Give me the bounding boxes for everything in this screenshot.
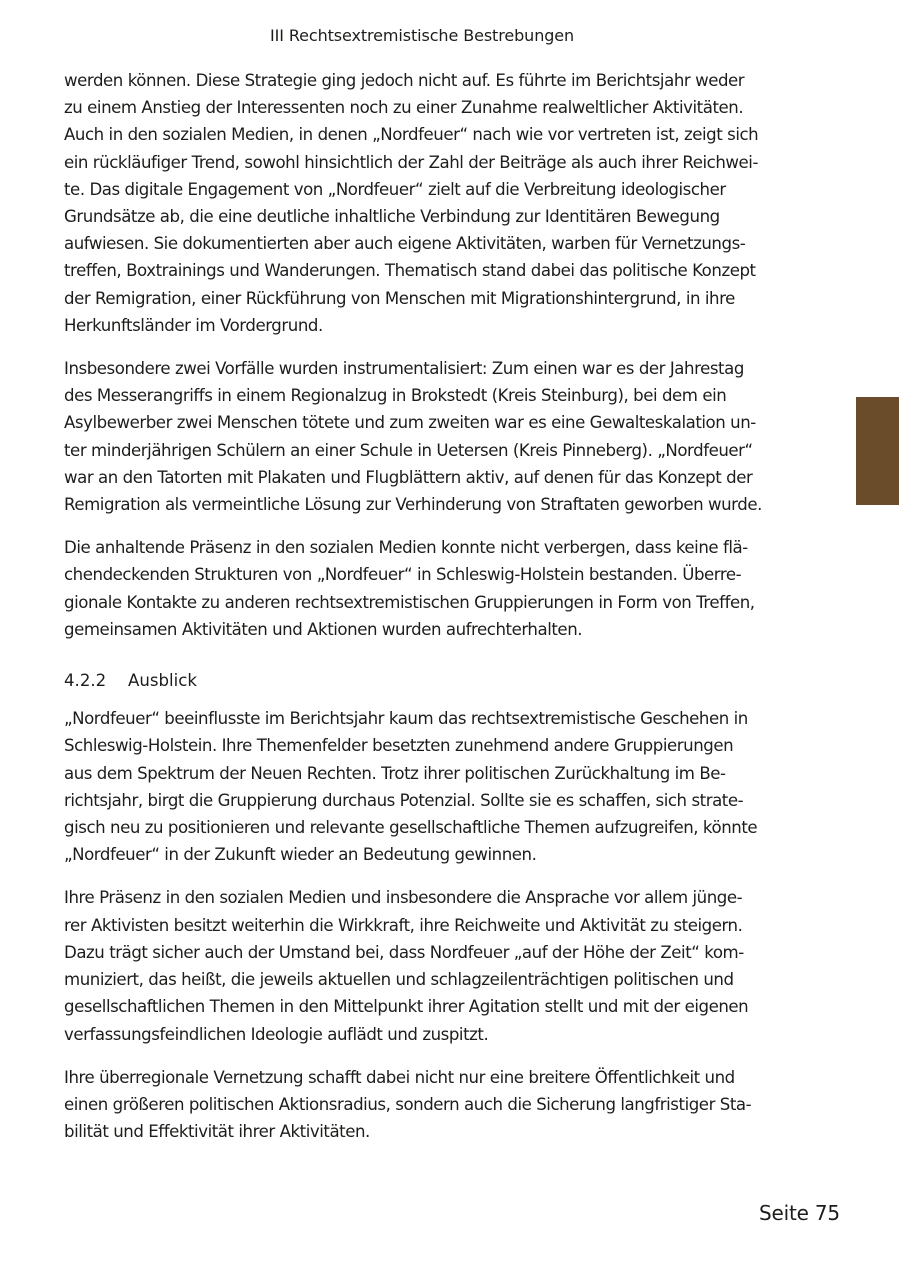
text-line: Asylbewerber zwei Menschen tötete und zum zweiten war es eine Gewalteskalation un- xyxy=(64,413,756,433)
text-line: bilität und Effektivität ihrer Aktivitäten. xyxy=(64,1122,370,1142)
paragraph xyxy=(64,67,804,339)
paragraph xyxy=(64,705,804,868)
text-line: werden können. Diese Strategie ging jedoch nicht auf. Es führte im Berichtsjahr weder xyxy=(64,71,745,90)
section-number: 4.2.2 xyxy=(64,671,107,691)
text-line: gesellschaftlichen Themen in den Mittelpunkt ihrer Agitation stellt und mit der eigenen xyxy=(64,997,749,1017)
text-line: aufwiesen. Sie dokumentierten aber auch eigene Aktivitäten, warben für Vernetzungs- xyxy=(64,234,746,254)
page-number: Seite 75 xyxy=(759,1201,840,1225)
text-line: war an den Tatorten mit Plakaten und Flugblättern aktiv, auf denen für das Konzept der xyxy=(64,467,753,487)
text-line: rer Aktivisten besitzt weiterhin die Wirkkraft, ihre Reichweite und Aktivität zu steigern. xyxy=(64,915,743,935)
text-line: Schleswig-Holstein. Ihre Themenfelder besetzten zunehmend andere Gruppierungen xyxy=(64,736,734,756)
section-title: Ausblick xyxy=(128,671,198,691)
text-line: te. Das digitale Engagement von „Nordfeuer“ zielt auf die Verbreitung ideologischer xyxy=(64,179,726,199)
text-line: treffen, Boxtrainings und Wanderungen. Thematisch stand dabei das politische Konzept xyxy=(64,261,756,281)
running-header: III Rechtsextremistische Bestrebungen xyxy=(270,26,575,45)
paragraph xyxy=(64,355,804,518)
text-line: Die anhaltende Präsenz in den sozialen Medien konnte nicht verbergen, dass keine flä- xyxy=(64,538,748,558)
text-line: Ihre überregionale Vernetzung schafft dabei nicht nur eine breitere Öffentlichkeit und xyxy=(64,1067,735,1087)
text-line: ein rückläufiger Trend, sowohl hinsichtlich der Zahl der Beiträge als auch ihrer Reichwei- xyxy=(64,152,758,172)
text-line: muniziert, das heißt, die jeweils aktuellen und schlagzeilenträchtigen politischen und xyxy=(64,970,734,990)
text-line: Remigration als vermeintliche Lösung zur Verhinderung von Straftaten geworben wurde. xyxy=(64,495,762,515)
text-line: richtsjahr, birgt die Gruppierung durchaus Potenzial. Sollte sie es schaffen, sich strate- xyxy=(64,790,744,810)
text-line: gemeinsamen Aktivitäten und Aktionen wurden aufrechterhalten. xyxy=(64,619,583,639)
chapter-tab-marker xyxy=(856,397,899,505)
text-line: der Remigration, einer Rückführung von Menschen mit Migrationshintergrund, in ihre xyxy=(64,288,735,308)
text-line: zu einem Anstieg der Interessenten noch zu einer Zunahme realweltlicher Aktivitäten. xyxy=(64,98,744,118)
paragraph xyxy=(64,1064,804,1146)
text-line: Herkunftsländer im Vordergrund. xyxy=(64,315,323,335)
paragraph xyxy=(64,534,804,643)
text-line: gionale Kontakte zu anderen rechtsextremistischen Gruppierungen in Form von Treffen, xyxy=(64,592,755,612)
text-line: Ihre Präsenz in den sozialen Medien und insbesondere die Ansprache vor allem jünge- xyxy=(64,888,743,908)
paragraph xyxy=(64,884,804,1047)
text-line: chendeckenden Strukturen von „Nordfeuer“ in Schleswig-Holstein bestanden. Überre- xyxy=(64,565,742,585)
text-line: Insbesondere zwei Vorfälle wurden instrumentalisiert: Zum einen war es der Jahrestag xyxy=(64,359,744,379)
text-line: aus dem Spektrum der Neuen Rechten. Trotz ihrer politischen Zurückhaltung im Be- xyxy=(64,763,726,783)
text-line: einen größeren politischen Aktionsradius, sondern auch die Sicherung langfristiger Sta- xyxy=(64,1094,752,1114)
text-line: des Messerangriffs in einem Regionalzug in Brokstedt (Kreis Steinburg), bei dem ein xyxy=(64,386,727,406)
text-line: gisch neu zu positionieren und relevante gesellschaftliche Themen aufzugreifen, könnte xyxy=(64,818,758,838)
text-line: verfassungsfeindlichen Ideologie auflädt und zuspitzt. xyxy=(64,1024,489,1044)
text-line: Auch in den sozialen Medien, in denen „Nordfeuer“ nach wie vor vertreten ist, zeigt sich xyxy=(64,125,759,145)
text-line: „Nordfeuer“ beeinflusste im Berichtsjahr kaum das rechtsextremistische Geschehen in xyxy=(64,709,748,729)
text-line: „Nordfeuer“ in der Zukunft wieder an Bedeutung gewinnen. xyxy=(64,845,537,865)
text-line: ter minderjährigen Schülern an einer Schule in Uetersen (Kreis Pinneberg). „Nordfeuer“ xyxy=(64,440,753,460)
text-line: Dazu trägt sicher auch der Umstand bei, dass Nordfeuer „auf der Höhe der Zeit“ kom- xyxy=(64,942,744,962)
text-line: Grundsätze ab, die eine deutliche inhaltliche Verbindung zur Identitären Bewegung xyxy=(64,207,720,227)
page-body xyxy=(64,67,804,1161)
section-heading xyxy=(64,667,804,694)
